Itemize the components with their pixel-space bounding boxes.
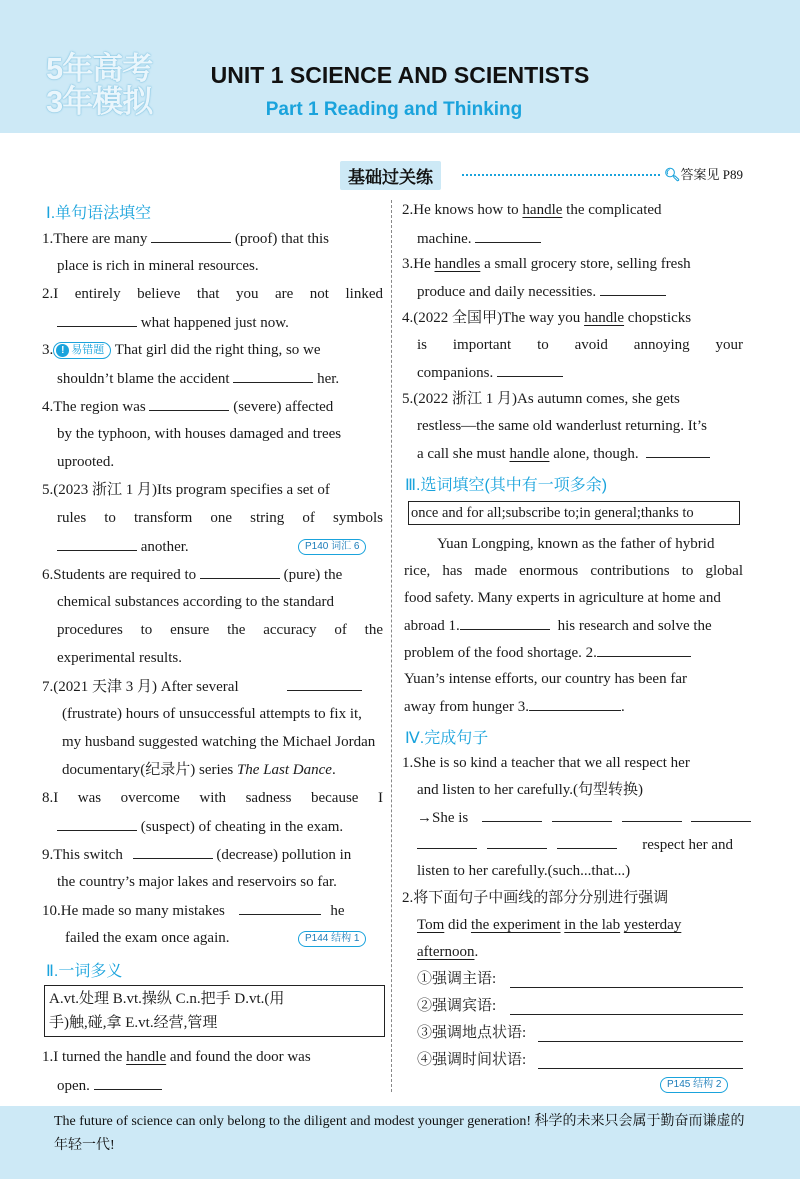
answer-blank[interactable] (287, 676, 362, 691)
search-icon: 🔍︎ (664, 167, 681, 182)
q6-line-4: experimental results. (57, 650, 182, 666)
q5-line-1: 5.(2023 浙江 1 月)Its program specifies a set of (42, 482, 330, 498)
q1-line-1: 1.There are many (proof) that this (42, 228, 329, 249)
emphasis-subject: ①强调主语: (417, 971, 497, 987)
s4-q1-line-2: and listen to her carefully.(句型转换) (417, 782, 644, 798)
s2-q5-line-3: a call she must handle alone, though. (417, 443, 710, 464)
emphasis-object: ②强调宾语: (417, 998, 497, 1014)
q6-line-1: 6.Students are required to (pure) the (42, 564, 342, 585)
passage-line-5: problem of the food shortage. 2. (404, 642, 691, 663)
s2-q2-line-2: machine. (417, 228, 541, 249)
q8-line-1: 8.I was overcome with sadness because I (42, 790, 383, 806)
passage-line-4: abroad 1. his research and solve the (404, 615, 712, 636)
brand-logo: 5年高考 3年模拟 (46, 51, 153, 119)
s2-q4-line-1: 4.(2022 全国甲)The way you handle chopsticks (402, 310, 692, 326)
q6-line-2: chemical substances according to the standard (57, 594, 334, 610)
q7-line-4: documentary(纪录片) series The Last Dance. (62, 762, 336, 778)
section-1-heading: Ⅰ.单句语法填空 (46, 205, 152, 222)
s4-q2-line-1: 2.将下面句子中画线的部分分别进行强调 (402, 890, 669, 906)
s4-q2-line-3: afternoon. (417, 944, 479, 960)
answer-blank-3[interactable] (529, 696, 621, 711)
meaning-options-line-2: 手)触,碰,拿 E.vt.经营,管理 (49, 1015, 218, 1031)
part-subtitle: Part 1 Reading and Thinking (265, 99, 523, 120)
passage-line-1: Yuan Longping, known as the father of hybrid (437, 536, 715, 552)
error-prone-tag: ! 易错题 (53, 342, 111, 359)
s2-q4-line-3: companions. (417, 362, 563, 383)
passage-line-2: rice, has made enormous contributions to global (404, 563, 743, 579)
meaning-options-line-1: A.vt.处理 B.vt.操纵 C.n.把手 D.vt.(用 (49, 991, 285, 1007)
answer-blank[interactable] (622, 807, 682, 822)
answer-blank[interactable] (487, 834, 547, 849)
q1-line-2: place is rich in mineral resources. (57, 258, 259, 274)
answer-blank[interactable] (557, 834, 617, 849)
answer-blank[interactable] (417, 834, 477, 849)
q7-line-2: (frustrate) hours of unsuccessful attempts to fix it, (62, 706, 362, 722)
s4-q1-line-5: listen to her carefully.(such...that...) (417, 863, 631, 879)
answer-blank[interactable] (475, 228, 541, 243)
q10-line-2: failed the exam once again. (65, 930, 230, 946)
s2-q3-line-2: produce and daily necessities. (417, 281, 666, 302)
section-title: 基础过关练 (340, 161, 441, 190)
section-2-heading: Ⅱ.一词多义 (46, 963, 123, 980)
s2-q4-line-2: is important to avoid annoying your (417, 337, 743, 353)
answer-reference (664, 164, 743, 183)
s4-q1-line-3: →She is (417, 807, 751, 828)
column-divider (391, 200, 392, 1092)
emphasis-place: ③强调地点状语: (417, 1025, 527, 1041)
q9-line-1: 9.This switch (decrease) pollution in (42, 844, 351, 865)
q3-line-1: 3. ! 易错题 That girl did the right thing, so we (42, 342, 321, 358)
s4-q2-line-2: Tom did the experiment in the lab yesterday (417, 917, 682, 933)
answer-blank-1[interactable] (460, 615, 550, 630)
passage-line-7: away from hunger 3. . (404, 696, 625, 717)
q10-line-1: 10.He made so many mistakes he (42, 900, 345, 921)
q6-line-3: procedures to ensure the accuracy of the (57, 622, 383, 638)
answer-line-object[interactable] (510, 1000, 743, 1015)
passage-line-3: food safety. Many experts in agriculture at home and (404, 590, 721, 606)
s2-q1-line-2: open. (57, 1075, 162, 1096)
unit-title: UNIT 1 SCIENCE AND SCIENTISTS (210, 62, 590, 88)
answer-line-place[interactable] (538, 1027, 743, 1042)
q7-line-1: 7.(2021 天津 3 月) After several (42, 676, 362, 697)
q4-line-3: uprooted. (57, 454, 115, 470)
q2-line-1: 2.I entirely believe that you are not linked (42, 286, 383, 302)
answer-line-subject[interactable] (510, 973, 743, 988)
q3-line-2: shouldn’t blame the accident her. (57, 368, 339, 389)
answer-blank[interactable] (497, 362, 563, 377)
answer-blank[interactable] (552, 807, 612, 822)
answer-blank[interactable] (691, 807, 751, 822)
answer-blank[interactable] (94, 1075, 162, 1090)
q5-line-3: another. (57, 536, 189, 557)
answer-blank[interactable] (57, 312, 137, 327)
answer-blank[interactable] (239, 900, 321, 915)
word-options: once and for all;subscribe to;in general;thanks to (411, 505, 694, 521)
answer-blank[interactable] (149, 396, 229, 411)
q5-reference-tag[interactable]: P140 词汇 6 (298, 536, 366, 556)
section-4-heading: Ⅳ.完成句子 (405, 730, 489, 747)
answer-blank[interactable] (151, 228, 231, 243)
warning-icon: ! (56, 344, 69, 357)
s2-q5-line-1: 5.(2022 浙江 1 月)As autumn comes, she gets (402, 391, 680, 407)
answer-blank[interactable] (57, 816, 137, 831)
answer-blank[interactable] (233, 368, 313, 383)
answer-reference-text: 答案见 P89 (680, 167, 743, 182)
q8-line-2: (suspect) of cheating in the exam. (57, 816, 343, 837)
footer-quote: The future of science can only belong to the diligent and modest younger generation! 科学的未来只会属于勤奋而谦虚的年轻一代! (54, 1114, 745, 1153)
answer-blank-2[interactable] (597, 642, 691, 657)
emphasis-time: ④强调时间状语: (417, 1052, 527, 1068)
q4-line-2: by the typhoon, with houses damaged and trees (57, 426, 342, 442)
answer-blank[interactable] (600, 281, 666, 296)
q9-line-2: the country’s major lakes and reservoirs so far. (57, 874, 337, 890)
s2-q5-line-2: restless—the same old wanderlust returning. It’s (417, 418, 707, 434)
s4-reference-tag[interactable]: P145 结构 2 (660, 1074, 728, 1094)
answer-blank[interactable] (133, 844, 213, 859)
answer-blank[interactable] (57, 536, 137, 551)
s2-q3-line-1: 3.He handles a small grocery store, selling fresh (402, 256, 691, 272)
section-3-heading: Ⅲ.选词填空(其中有一项多余) (405, 477, 608, 494)
s2-q2-line-1: 2.He knows how to handle the complicated (402, 202, 662, 218)
dotted-divider (462, 174, 660, 176)
q7-line-3: my husband suggested watching the Michael Jordan (62, 734, 376, 750)
q2-line-2: what happened just now. (57, 312, 289, 333)
s2-q1-line-1: 1.I turned the handle and found the door was (42, 1049, 311, 1065)
s4-q1-line-4: respect her and (417, 834, 733, 855)
answer-blank[interactable] (646, 443, 710, 458)
passage-line-6: Yuan’s intense efforts, our country has been far (404, 671, 687, 687)
answer-line-time[interactable] (538, 1054, 743, 1069)
answer-blank[interactable] (482, 807, 542, 822)
s4-q1-line-1: 1.She is so kind a teacher that we all respect her (402, 755, 690, 771)
q4-line-1: 4.The region was (severe) affected (42, 396, 333, 417)
q5-line-2: rules to transform one string of symbols (57, 510, 383, 526)
q10-reference-tag[interactable]: P144 结构 1 (298, 928, 366, 948)
answer-blank[interactable] (200, 564, 280, 579)
